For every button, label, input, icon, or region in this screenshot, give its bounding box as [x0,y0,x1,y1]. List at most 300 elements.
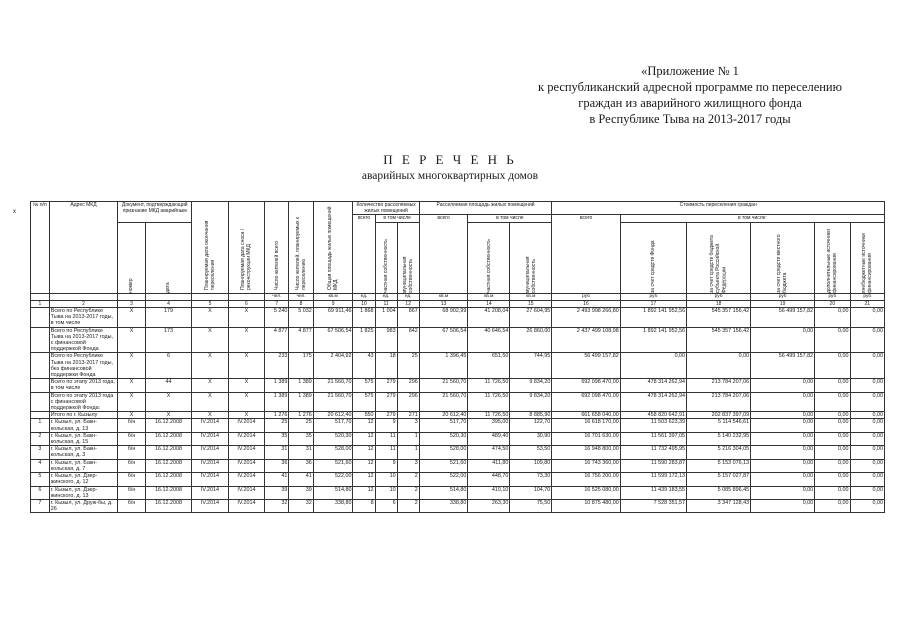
table-cell-14: 40 646,54 [468,327,510,353]
table-cell-13: 1 396,45 [419,353,468,379]
table-cell-14: 395,00 [468,419,510,432]
unit-cell-16: руб [552,293,620,300]
table-cell-14: 489,40 [468,432,510,445]
table-cell-6: X [228,379,264,392]
column-number-cell-4: 4 [145,300,191,307]
unit-cell-20: руб [815,293,850,300]
column-number-cell-3: 3 [118,300,146,307]
table-cell-12: 271 [397,412,419,419]
table-cell-1: 1 [31,419,50,432]
table-cell-21: 0,00 [850,353,884,379]
unit-cell-2 [49,293,117,300]
table-cell-19: 0,00 [751,432,815,445]
table-cell-12: 1 [397,432,419,445]
table-cell-13: 522,00 [419,473,468,486]
table-row [31,419,885,432]
table-cell-20: 0,00 [815,419,850,432]
unit-cell-10: ед. [353,293,375,300]
column-number-cell-12: 12 [397,300,419,307]
table-cell-15: 8 885,90 [510,412,552,419]
column-number-cell-10: 10 [353,300,375,307]
table-cell-2: Всего по Республике Тыва на 2013-2017 годы, без финансовой поддержки Фонда [49,353,117,379]
header-cost-extra2-text: внебюджетные источники финансирования [861,232,874,293]
table-cell-4: 173 [145,327,191,353]
table-cell-21: 0,00 [850,392,884,412]
table-cell-3: X [118,412,146,419]
table-cell-11: 9 [375,459,397,472]
table-cell-8: 1 389 [289,392,313,412]
table-cell-4: 179 [145,308,191,328]
table-cell-19: 0,00 [751,379,815,392]
table-cell-20: 0,00 [815,392,850,412]
table-cell-2: Всего по этапу 2013 года с финансовой поддержкой Фонда: [49,392,117,412]
table-cell-3: б/н [118,459,146,472]
header-area-private-text: частная собственность [485,238,492,293]
column-number-cell-6: 6 [228,300,264,307]
table-cell-21: 0,00 [850,379,884,392]
table-cell-4: 16.12.2008 [145,432,191,445]
table-cell-6: IV.2014 [228,419,264,432]
table-cell-12: 296 [397,392,419,412]
unit-cell-13: кв.м [419,293,468,300]
table-row [31,473,885,486]
table-cell-2: Всего по Республике Тыва на 2013-2017 годы, с финансовой поддержкой Фонда [49,327,117,353]
table-cell-18: 5 085 896,45 [687,486,751,499]
unit-cell-6 [228,293,264,300]
table-cell-11: 10 [375,473,397,486]
annex-line-4: в Республике Тыва на 2013-2017 годы [589,112,791,126]
unit-cell-8: чел. [289,293,313,300]
table-cell-6: X [228,353,264,379]
table-cell-2: г. Кызыл, ул. Друж-бы, д. 26 [49,499,117,512]
table-cell-5: X [192,308,228,328]
table-cell-10: 43 [353,353,375,379]
header-residents-planned-text: Число жителей, планируемых к переселению [294,216,308,290]
table-cell-5: IV.2014 [192,486,228,499]
table-cell-6: X [228,327,264,353]
table-cell-12: 3 [397,459,419,472]
table-cell-7: 1 276 [265,412,289,419]
table-cell-17: 11 561 397,05 [620,432,686,445]
table-cell-13: 338,80 [419,499,468,512]
table-cell-1 [31,308,50,328]
table-cell-15: 75,50 [510,499,552,512]
table-cell-1 [31,353,50,379]
table-cell-14: 11 726,50 [468,412,510,419]
table-cell-3: X [118,308,146,328]
table-cell-14: 410,10 [468,486,510,499]
header-area-total-text: Общая площадь жилых помещений МКД [326,206,340,290]
table-cell-3: б/н [118,432,146,445]
header-cost-extra [815,222,850,293]
table-cell-9: 514,80 [313,486,353,499]
table-cell-17: 1 892 141 952,56 [620,308,686,328]
table-cell-12: 1 [397,446,419,459]
unit-cell-4 [145,293,191,300]
table-cell-15: 744,95 [510,353,552,379]
table-cell-1: 7 [31,499,50,512]
table-cell-15: 122,70 [510,419,552,432]
table-cell-7: 39 [265,486,289,499]
table-cell-8: 5 032 [289,308,313,328]
header-rooms-total: всего [353,215,375,293]
table-cell-16: 661 658 040,00 [552,412,620,419]
table-cell-15: 73,30 [510,473,552,486]
table-cell-10: 12 [353,432,375,445]
table-cell-4: X [145,412,191,419]
table-cell-5: X [192,353,228,379]
table-cell-4: 6 [145,353,191,379]
table-cell-11: 279 [375,412,397,419]
table-cell-2: Всего по этапу 2013 года, в том числе [49,379,117,392]
table-cell-13: 520,30 [419,432,468,445]
table-cell-7: 233 [265,353,289,379]
header-residents-total [265,202,289,294]
header-cost-subject-text: за счет средств бюджета субъекта Российской Федерации [709,234,728,293]
header-cost-subject [687,222,751,293]
table-cell-12: 2 [397,486,419,499]
table-cell-21: 0,00 [850,473,884,486]
table-cell-20: 0,00 [815,379,850,392]
table-cell-9: 2 404,92 [313,353,353,379]
header-residents-planned [289,202,313,294]
table-cell-18: 213 784 207,06 [687,392,751,412]
table-cell-20: 0,00 [815,412,850,419]
table-cell-7: 1 389 [265,379,289,392]
table-cell-16: 16 743 360,00 [552,459,620,472]
header-address: Адрес МКД [49,202,117,294]
table-cell-5: IV.2014 [192,419,228,432]
table-cell-4: 16.12.2008 [145,459,191,472]
table-cell-9: 520,30 [313,432,353,445]
table-cell-8: 25 [289,419,313,432]
table-cell-18: 213 784 207,06 [687,379,751,392]
header-area-sum: всего [419,215,468,293]
table-cell-1: 4 [31,459,50,472]
table-cell-15: 26 860,00 [510,327,552,353]
header-rooms-municipal [397,222,419,293]
column-number-cell-5: 5 [192,300,228,307]
header-cost-extra-text: дополнительные источники финансирования [826,228,839,293]
table-cell-7: 4 877 [265,327,289,353]
column-number-cell-19: 19 [751,300,815,307]
table-cell-10: 550 [353,412,375,419]
table-cell-11: 11 [375,432,397,445]
table-cell-13: 67 506,54 [419,327,468,353]
table-cell-21: 0,00 [850,432,884,445]
table-cell-21: 0,00 [850,446,884,459]
table-cell-14: 651,50 [468,353,510,379]
table-cell-2: Итого по г. Кызылу [49,412,117,419]
table-cell-14: 448,70 [468,473,510,486]
header-cost-fund-text: за счет средств Фонда [650,240,657,293]
table-cell-10: 575 [353,379,375,392]
table-cell-16: 692 098 470,00 [552,379,620,392]
column-number-cell-16: 16 [552,300,620,307]
table-cell-7: 35 [265,432,289,445]
table-cell-17: 458 820 642,91 [620,412,686,419]
table-cell-20: 0,00 [815,446,850,459]
header-cost-local [751,222,815,293]
header-doc-number [118,222,146,293]
table-cell-4: 16.12.2008 [145,486,191,499]
table-cell-2: г. Кызыл, ул. Бакн-кольская, д. 7 [49,459,117,472]
table-cell-6: IV.2014 [228,473,264,486]
table-cell-2: г. Кызыл, ул. Дзер-жинского, д. 13 [49,486,117,499]
column-number-cell-17: 17 [620,300,686,307]
table-cell-8: 35 [289,432,313,445]
table-cell-7: 41 [265,473,289,486]
table-cell-16: 16 701 630,00 [552,432,620,445]
header-doc-date-text: дата [165,282,172,293]
table-cell-14: 11 726,50 [468,392,510,412]
header-cost-local-text: за счет средств местного бюджета [776,234,789,293]
table-cell-10: 12 [353,419,375,432]
table-cell-7: 36 [265,459,289,472]
table-cell-10: 8 [353,499,375,512]
table-cell-6: X [228,412,264,419]
table-cell-5: IV.2014 [192,459,228,472]
table-cell-5: IV.2014 [192,473,228,486]
table-cell-8: 4 877 [289,327,313,353]
table-cell-11: 279 [375,392,397,412]
table-cell-19: 56 499 157,82 [751,308,815,328]
table-cell-6: X [228,392,264,412]
table-cell-21: 0,00 [850,308,884,328]
table-cell-14: 263,30 [468,499,510,512]
table-cell-9: 67 506,54 [313,327,353,353]
houses-table [30,201,885,513]
table-cell-13: 521,60 [419,459,468,472]
table-cell-15: 109,80 [510,459,552,472]
table-cell-20: 0,00 [815,327,850,353]
table-cell-5: IV.2014 [192,499,228,512]
table-cell-21: 0,00 [850,486,884,499]
table-cell-3: б/н [118,486,146,499]
table-cell-10: 12 [353,473,375,486]
table-cell-13: 21 560,70 [419,379,468,392]
table-cell-12: 3 [397,419,419,432]
table-cell-16: 2 493 998 266,80 [552,308,620,328]
table-cell-6: IV.2014 [228,499,264,512]
table-cell-14: 411,80 [468,459,510,472]
header-rooms-group: Количество расселяемых жилых помещений [353,202,419,215]
column-number-cell-13: 13 [419,300,468,307]
header-area-group: Расселяемая площадь жилых помещений [419,202,552,215]
column-number-cell-7: 7 [265,300,289,307]
table-cell-16: 16 948 800,00 [552,446,620,459]
table-cell-17: 11 732 495,95 [620,446,686,459]
table-cell-17: 478 314 262,94 [620,379,686,392]
table-cell-3: X [118,327,146,353]
header-area-municipal-text: муниципальная собственность [524,256,537,293]
table-cell-4: 16.12.2008 [145,499,191,512]
table-cell-15: 53,50 [510,446,552,459]
table-cell-9: 20 612,40 [313,412,353,419]
table-cell-18: 3 347 128,43 [687,499,751,512]
table-cell-21: 0,00 [850,459,884,472]
table-cell-9: 69 911,46 [313,308,353,328]
unit-cell-17: руб [620,293,686,300]
table-cell-20: 0,00 [815,353,850,379]
table-cell-18: 202 837 397,09 [687,412,751,419]
table-cell-15: 27 604,95 [510,308,552,328]
table-cell-19: 0,00 [751,392,815,412]
unit-cell-11: ед. [375,293,397,300]
header-planned-demolition [228,202,264,294]
table-cell-4: X [145,392,191,412]
table-cell-2: г. Кызыл, ул. Дзер-жинского, д. 12 [49,473,117,486]
table-body [31,293,885,513]
table-cell-10: 575 [353,392,375,412]
table-cell-16: 10 875 480,00 [552,499,620,512]
table-cell-5: IV.2014 [192,432,228,445]
table-cell-7: 25 [265,419,289,432]
header-doc-date [145,222,191,293]
table-cell-21: 0,00 [850,327,884,353]
table-cell-20: 0,00 [815,459,850,472]
table-cell-19: 56 499 157,82 [751,353,815,379]
column-number-cell-1: 1 [31,300,50,307]
table-cell-3: б/н [118,446,146,459]
table-cell-1 [31,379,50,392]
table-cell-12: 296 [397,379,419,392]
table-cell-12: 2 [397,473,419,486]
table-cell-11: 983 [375,327,397,353]
table-cell-3: X [118,379,146,392]
column-number-cell-15: 15 [510,300,552,307]
table-cell-11: 9 [375,419,397,432]
table-cell-20: 0,00 [815,486,850,499]
table-row [31,353,885,379]
table-cell-10: 1 825 [353,327,375,353]
table-cell-10: 1 868 [353,308,375,328]
unit-cell-7: чел. [265,293,289,300]
table-cell-8: 32 [289,499,313,512]
table-cell-11: 279 [375,379,397,392]
table-cell-15: 30,90 [510,432,552,445]
annex-line-2: к республиканский адресной программе по переселению [538,80,842,94]
table-cell-18: 5 216 304,05 [687,446,751,459]
table-cell-19: 0,00 [751,486,815,499]
unit-cell-14: кв.м [468,293,510,300]
table-cell-6: IV.2014 [228,459,264,472]
table-cell-14: 474,50 [468,446,510,459]
table-cell-2: г. Кызыл, ул. Бакн-кольская, д. 3 [49,446,117,459]
table-cell-1: 2 [31,432,50,445]
column-number-cell-14: 14 [468,300,510,307]
table-cell-9: 517,70 [313,419,353,432]
table-cell-5: X [192,379,228,392]
table-cell-19: 0,00 [751,473,815,486]
table-cell-2: Всего по Республике Тыва на 2013-2017 годы, в том числе [49,308,117,328]
table-cell-13: 21 560,70 [419,392,468,412]
header-planned-resettlement [192,202,228,294]
column-number-cell-8: 8 [289,300,313,307]
table-cell-16: 16 525 080,00 [552,486,620,499]
table-cell-17: 0,00 [620,353,686,379]
table-row [31,379,885,392]
table-cell-19: 0,00 [751,459,815,472]
table-cell-21: 0,00 [850,419,884,432]
table-cell-20: 0,00 [815,499,850,512]
table-cell-1 [31,392,50,412]
unit-cell-15: кв.м [510,293,552,300]
table-row [31,486,885,499]
table-cell-1 [31,327,50,353]
unit-cell-3 [118,293,146,300]
table-cell-12: 842 [397,327,419,353]
table-cell-12: 25 [397,353,419,379]
table-cell-10: 12 [353,486,375,499]
table-row [31,392,885,412]
header-planned-resettlement-text: Планируемая дата окончания переселения [203,220,216,290]
table-cell-11: 1 004 [375,308,397,328]
annex-line-3: граждан из аварийного жилищного фонда [578,96,802,110]
table-cell-1: 6 [31,486,50,499]
table-cell-9: 522,00 [313,473,353,486]
header-cost-incl: в том числе: [620,215,884,222]
header-row-1 [31,202,885,215]
annex-line-1: «Приложение № 1 [641,64,739,78]
table-cell-5: X [192,412,228,419]
table-cell-18: 5 157 027,87 [687,473,751,486]
unit-cell-18: руб [687,293,751,300]
table-cell-9: 21 560,70 [313,392,353,412]
document-title: П Е Р Е Ч Е Н Ь [383,152,517,167]
table-cell-18: 5 114 546,61 [687,419,751,432]
units-row [31,293,885,300]
table-cell-7: 32 [265,499,289,512]
table-cell-11: 11 [375,446,397,459]
table-cell-16: 16 618 170,00 [552,419,620,432]
table-cell-1: 3 [31,446,50,459]
table-cell-16: 692 098 470,00 [552,392,620,412]
table-cell-15: 9 834,20 [510,392,552,412]
table-cell-7: 31 [265,446,289,459]
table-cell-9: 338,80 [313,499,353,512]
column-number-cell-18: 18 [687,300,751,307]
header-rooms-municipal-text: муниципальная собственность [402,256,415,293]
header-document: Документ, подтверждающий признание МКД аварийным [118,202,192,223]
header-cost-extra2 [850,222,884,293]
table-cell-17: 1 892 141 952,56 [620,327,686,353]
header-rooms-private [375,222,397,293]
table-cell-19: 0,00 [751,327,815,353]
table-cell-9: 21 560,70 [313,379,353,392]
table-cell-19: 0,00 [751,412,815,419]
table-cell-17: 11 590 283,87 [620,459,686,472]
table-cell-6: IV.2014 [228,446,264,459]
table-cell-14: 11 726,50 [468,379,510,392]
table-cell-16: 16 756 200,00 [552,473,620,486]
unit-cell-21: руб [850,293,884,300]
table-cell-7: 1 389 [265,392,289,412]
unit-cell-9: кв.м [313,293,353,300]
table-cell-3: б/н [118,473,146,486]
document-subtitle: аварийных многоквартирных домов [361,170,539,182]
table-cell-9: 528,00 [313,446,353,459]
table-row [31,446,885,459]
table-cell-17: 11 503 623,39 [620,419,686,432]
unit-cell-19: руб [751,293,815,300]
table-cell-16: 2 437 499 108,98 [552,327,620,353]
header-area-private [468,222,510,293]
table-cell-20: 0,00 [815,308,850,328]
header-rooms-private-text: частная собственность [383,238,389,293]
table-cell-13: 20 612,40 [419,412,468,419]
table-cell-8: 1 389 [289,379,313,392]
